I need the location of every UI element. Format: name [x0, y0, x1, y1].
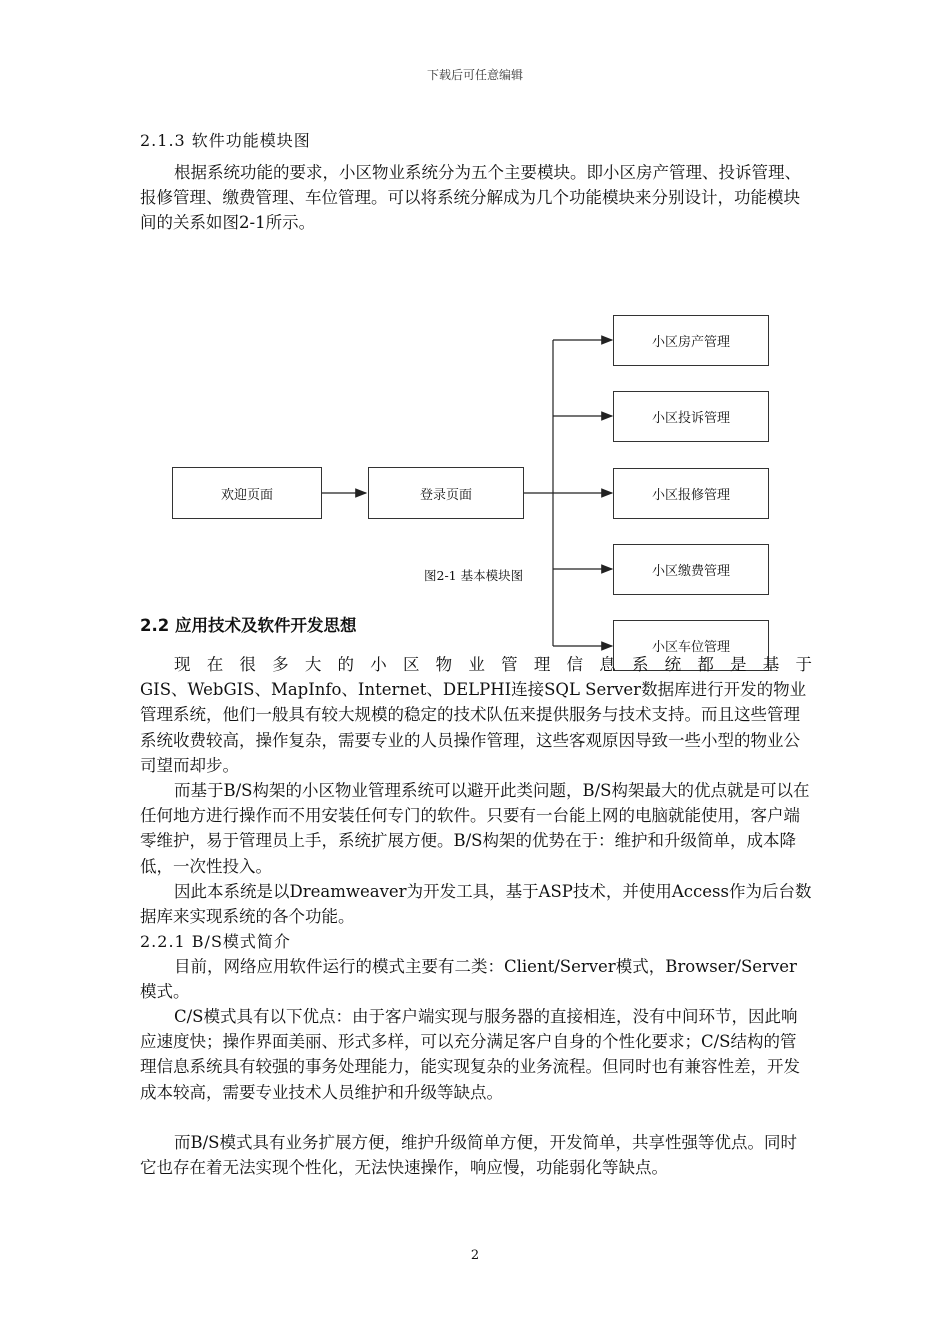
section-2-2-paragraph-2: 而基于B/S构架的小区物业管理系统可以避开此类问题，B/S构架最大的优点就是可以在任何地方进行操作而不用安装任何专门的软件。只要有一台能上网的电脑就能使用，客户端零维护，易于管理员上手，系统扩展方便。B/S构架的优势在于：维护和升级简单，成本降低，一次性投入。 [140, 781, 810, 876]
page-number: 2 [470, 1248, 480, 1263]
module-box-payment: 小区缴费管理 [613, 544, 769, 595]
module-box-complaint: 小区投诉管理 [613, 391, 769, 442]
section-2-2-paragraph-1 [140, 652, 812, 778]
section-2-2-1-paragraph-3: 而B/S模式具有业务扩展方便，维护升级简单方便，开发简单，共享性强等优点。同时它也存在着无法实现个性化，无法快速操作，响应慢，功能弱化等缺点。 [140, 1133, 797, 1178]
section-heading-2-1-3: 2.1.3 软件功能模块图 [140, 131, 311, 150]
section-2-1-3-paragraph: 根据系统功能的要求，小区物业系统分为五个主要模块。即小区房产管理、投诉管理、报修管理、缴费管理、车位管理。可以将系统分解成为几个功能模块来分别设计，功能模块间的关系如图2-1所示。 [140, 163, 801, 233]
figure-caption: 图2-1 基本模块图 [424, 568, 524, 583]
section-2-2-paragraph-1-rest: GIS、WebGIS、MapInfo、Internet、DELPHI连接SQL Server数据库进行开发的物业管理系统，他们一般具有较大规模的稳定的技术队伍来提供服务与技术支持。而且这些管理系统收费较高，操作复杂，需要专业的人员操作管理，这些客观原因导致一些小型的物业公司望而却步。 [140, 680, 807, 775]
section-heading-2-2-1: 2.2.1 B/S模式简介 [140, 932, 291, 951]
section-heading-2-2: 2.2 应用技术及软件开发思想 [140, 616, 357, 635]
module-box-parking: 小区车位管理 [613, 620, 769, 671]
page-header: 下载后可任意编辑 [426, 68, 523, 82]
section-2-2-1-paragraph-2: C/S模式具有以下优点：由于客户端实现与服务器的直接相连，没有中间环节，因此响应速度快；操作界面美丽、形式多样，可以充分满足客户自身的个性化要求；C/S结构的管理信息系统具有较强的事务处理能力，能实现复杂的业务流程。但同时也有兼容性差，开发成本较高，需要专业技术人员维护和升级等缺点。 [140, 1007, 800, 1102]
section-2-2-paragraph-3: 因此本系统是以Dreamweaver为开发工具，基于ASP技术，并使用Access作为后台数据库来实现系统的各个功能。 [140, 882, 812, 927]
module-box-property: 小区房产管理 [613, 315, 769, 366]
login-page-box: 登录页面 [368, 467, 524, 519]
module-box-repair: 小区报修管理 [613, 468, 769, 519]
section-2-2-paragraph-1-first-line: 现在很多大的小区物业管理信息系统都是基于 [174, 655, 812, 674]
welcome-page-box: 欢迎页面 [172, 467, 322, 519]
section-2-2-1-paragraph-1: 目前，网络应用软件运行的模式主要有二类：Client/Server模式，Browser/Server模式。 [140, 957, 797, 1002]
